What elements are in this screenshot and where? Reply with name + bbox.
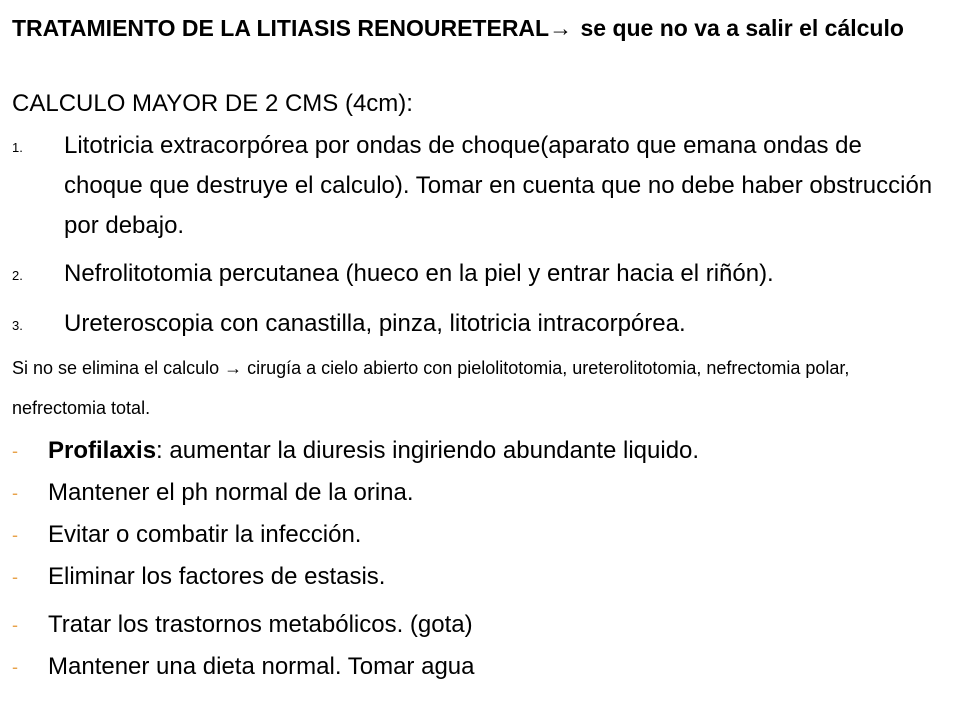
dash-marker-icon: - [12, 483, 18, 503]
bullet-text: Eliminar los factores de estasis. [48, 563, 386, 590]
dash-marker-icon: - [12, 441, 18, 461]
bullet-text: Tratar los trastornos metabólicos. (gota) [48, 611, 473, 638]
bullet-text: Mantener el ph normal de la orina. [48, 479, 414, 506]
bullet-item [12, 646, 947, 688]
note-text-continued: cirugía a cielo abierto con pielolitotomia, ureterolitotomia, nefrectomia polar, nefrectomia total. [12, 358, 850, 418]
list-item [12, 254, 947, 296]
numbered-list [12, 126, 947, 346]
list-item-text: Ureteroscopia con canastilla, pinza, litotricia intracorpórea. [64, 310, 686, 337]
bullet-bold-label: Profilaxis [48, 437, 157, 464]
bullet-item [12, 514, 947, 556]
dash-marker-icon: - [12, 657, 18, 677]
list-item-text: Litotricia extracorpórea por ondas de choque(aparato que emana ondas de choque que destruye el calculo). Tomar en cuenta que no debe haber obstrucción por debajo. [64, 132, 933, 239]
bullet-text: Mantener una dieta normal. Tomar agua [48, 653, 475, 680]
bullet-text [48, 430, 699, 472]
bullet-item [12, 472, 947, 514]
list-number: 3. [12, 318, 23, 333]
bullet-item [12, 430, 947, 472]
list-item [12, 304, 947, 346]
list-number: 2. [12, 268, 23, 283]
list-number: 1. [12, 140, 23, 155]
title-text: TRATAMIENTO DE LA LITIASIS RENOURETERAL [12, 15, 550, 41]
dash-marker-icon: - [12, 567, 18, 587]
bullet-text-rest: : aumentar la diuresis ingiriendo abundante liquido. [156, 437, 700, 464]
surgery-note [12, 348, 947, 428]
bullet-list [12, 430, 947, 688]
list-item [12, 126, 947, 246]
right-arrow-icon: → [224, 358, 243, 378]
dash-marker-icon: - [12, 615, 18, 635]
title-text-continued: se que no va a salir el cálculo [574, 15, 904, 41]
bullet-text: Evitar o combatir la infección. [48, 521, 362, 548]
dash-marker-icon: - [12, 525, 18, 545]
list-item-text: Nefrolitotomia percutanea (hueco en la piel y entrar hacia el riñón). [64, 260, 774, 287]
subtitle: CALCULO MAYOR DE 2 CMS (4cm): [12, 90, 413, 117]
slide-title [12, 12, 947, 44]
note-text: Si no se elimina el calculo [12, 358, 225, 378]
right-arrow-icon: → [549, 15, 573, 41]
bullet-item [12, 556, 947, 598]
bullet-item [12, 604, 947, 646]
